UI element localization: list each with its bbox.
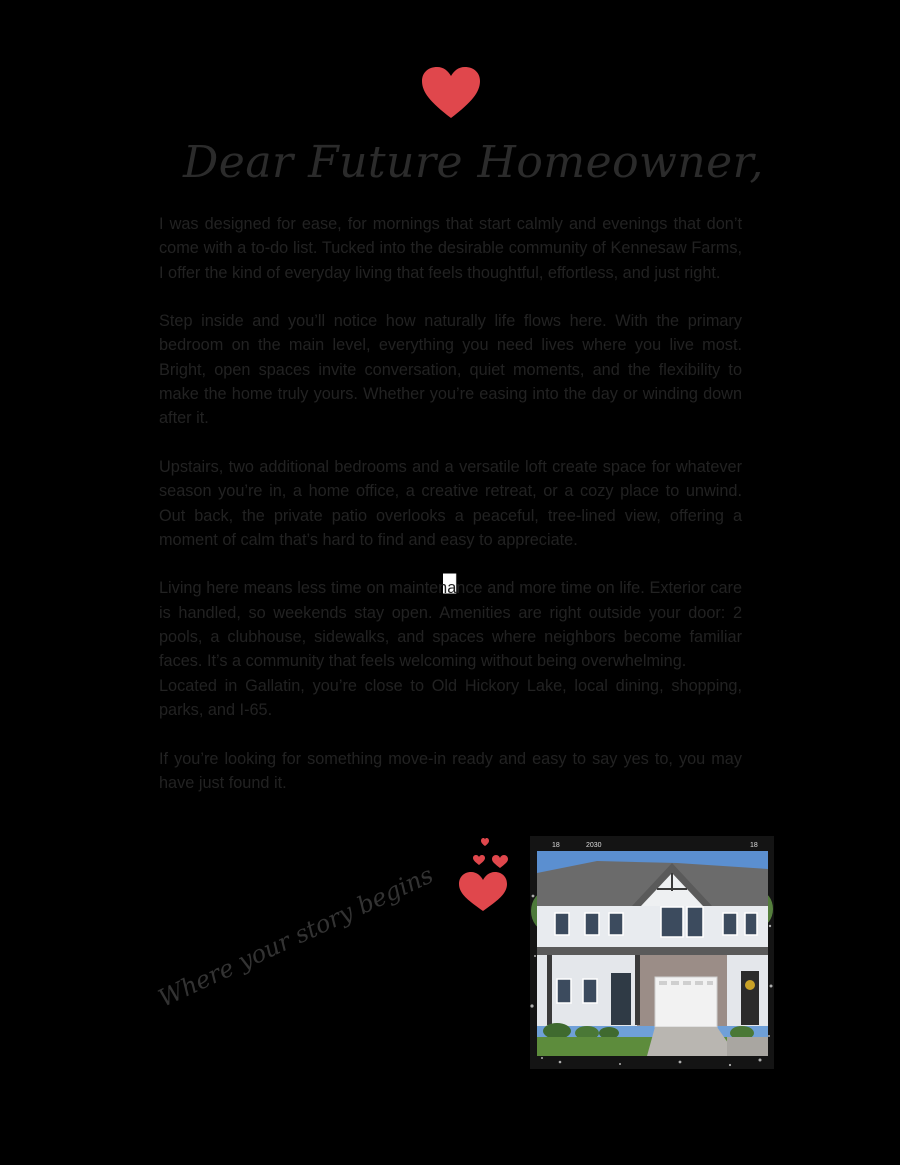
letter-body bbox=[159, 212, 742, 795]
letter-paragraph: Living here means less time on maintenance and more time on life. Exterior care is handled, so weekends stay open. Amenities are right outside your door: 2 pools, a clubhouse, sidewalks, and spaces where neighbors become familiar faces. It’s a community that feels welcoming without being overwhelming. bbox=[159, 579, 742, 671]
film-label: 2030 bbox=[586, 842, 602, 849]
film-label: 18 bbox=[552, 842, 560, 849]
film-label: 18 bbox=[750, 842, 758, 849]
letter-paragraph: I was designed for ease, for mornings that start calmly and evenings that don’t come with a to-do list. Tucked into the desirable community of Kennesaw Farms, I offer the kind of everyday living that feels thoughtful, effortless, and just right. bbox=[159, 215, 742, 282]
letter-paragraph: Located in Gallatin, you’re close to Old Hickory Lake, local dining, shopping, parks, and I-65. bbox=[159, 676, 742, 719]
tagline: Where your story begins bbox=[154, 860, 438, 1013]
house-photo bbox=[530, 836, 774, 1069]
townhome-photo-illustration bbox=[530, 836, 774, 1069]
letter-paragraph: If you’re looking for something move-in ready and easy to say yes to, you may have just found it. bbox=[159, 749, 742, 792]
letter-greeting: Dear Future Homeowner, bbox=[183, 137, 764, 188]
heart-icon bbox=[420, 66, 482, 120]
letter-paragraph: Upstairs, two additional bedrooms and a versatile loft create space for whatever season you’re in, a home office, a creative retreat, or a cozy place to unwind. Out back, the private patio overlooks a peaceful, tree-lined view, offering a moment of calm that’s hard to find and easy to appreciate. bbox=[159, 457, 742, 549]
letter-paragraph: Step inside and you’ll notice how naturally life flows here. With the primary bedroom on the main level, everything you need lives where you live most. Bright, open spaces invite conversation, quiet moments, and the flexibility to make the home truly yours. Whether you’re easing into the day or winding down after it. bbox=[159, 312, 742, 428]
